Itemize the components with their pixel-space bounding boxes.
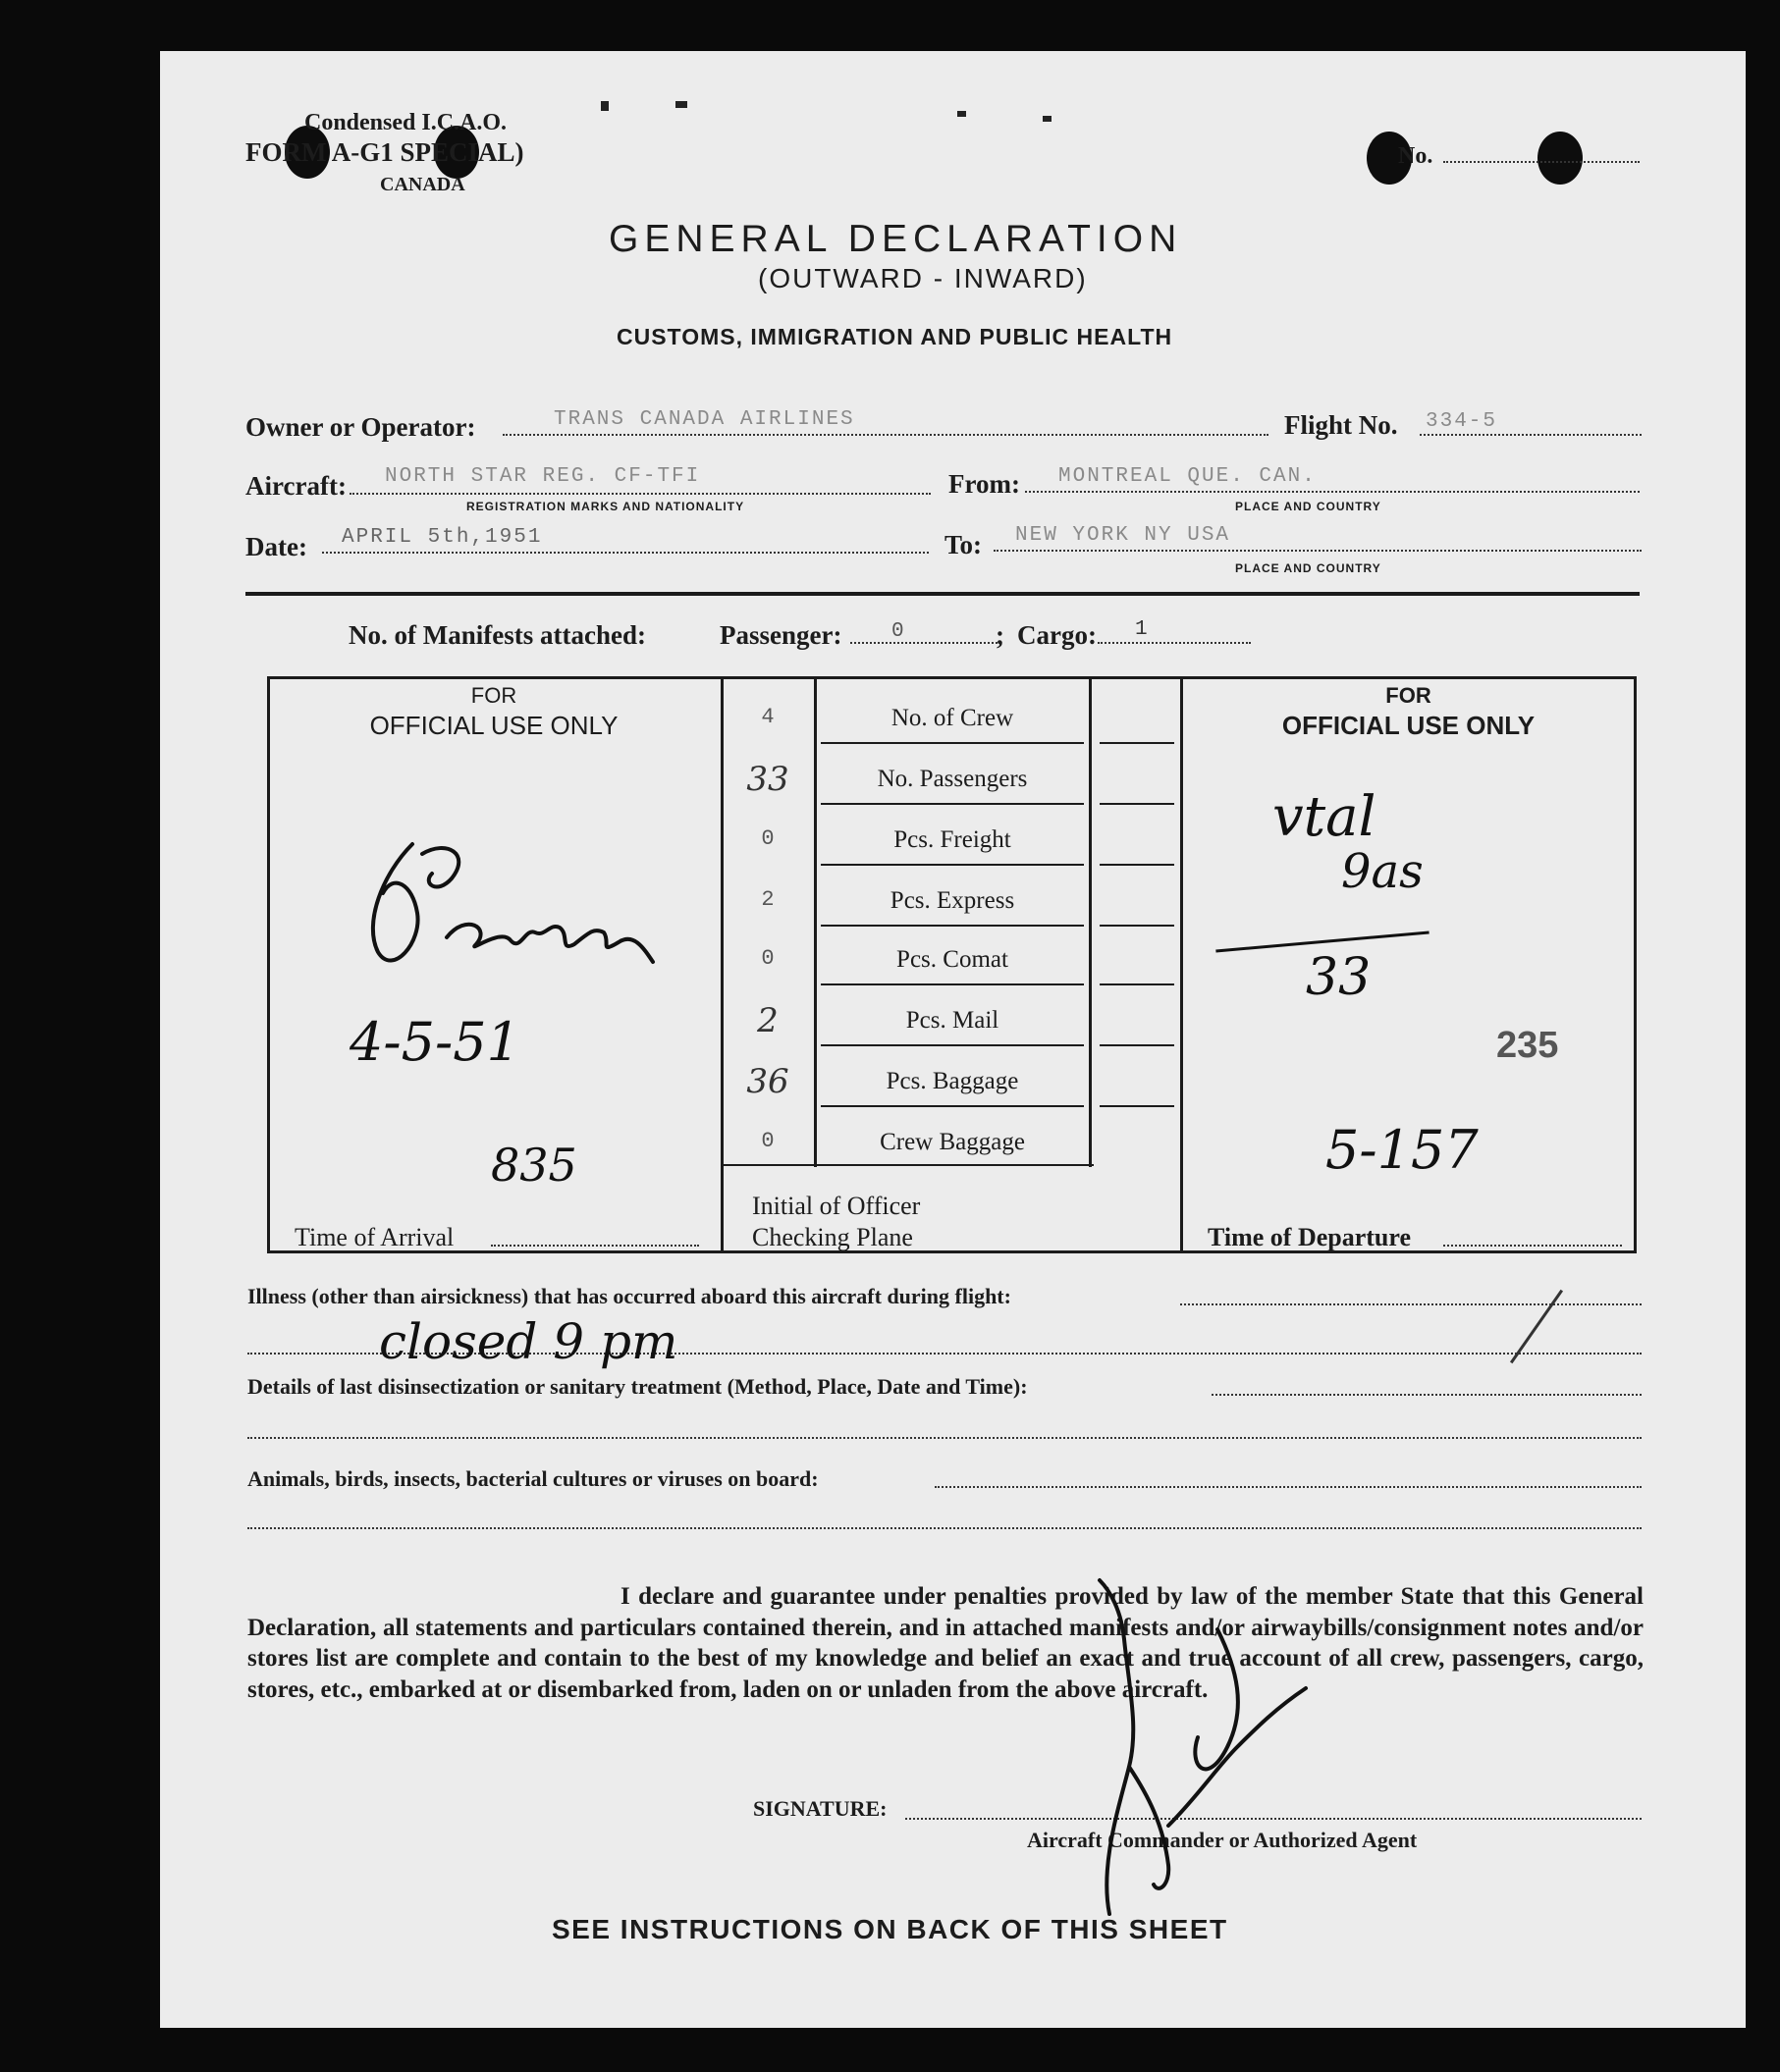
cargo-manifest-line	[1098, 642, 1251, 644]
signature-label: SIGNATURE:	[753, 1796, 888, 1821]
count-label: Pcs. Freight	[893, 826, 1011, 853]
aircraft-line	[350, 493, 931, 495]
speck	[675, 101, 687, 108]
initial-officer-line2: Checking Plane	[752, 1223, 913, 1251]
speck	[957, 111, 966, 117]
signature-caption: Aircraft Commander or Authorized Agent	[1027, 1828, 1418, 1852]
arrival-time-handwritten: 835	[491, 1139, 577, 1192]
left-official-heading: OFFICIAL USE ONLY	[369, 711, 619, 740]
count-value: 33	[746, 760, 789, 799]
right-stamp-number: 235	[1496, 1025, 1559, 1066]
time-of-arrival-line	[491, 1245, 699, 1247]
speck	[601, 101, 609, 111]
disinsection-label: Details of last disinsectization or sanitary treatment (Method, Place, Date and Time):	[247, 1374, 1028, 1399]
from-line	[1025, 491, 1640, 493]
initial-officer-line1: Initial of Officer	[752, 1192, 921, 1220]
count-value: 2	[757, 1001, 779, 1040]
count-value: 4	[761, 705, 775, 729]
right-for-heading: FOR	[1385, 683, 1431, 708]
count-row-rule	[821, 925, 1084, 927]
counts-bottom-line	[721, 1164, 1094, 1166]
form-number-line: FORM A-G1 SPECIAL)	[245, 137, 524, 167]
owner-label: Owner or Operator:	[245, 412, 476, 442]
to-line	[994, 550, 1642, 552]
official-date-handwritten: 4-5-51	[350, 1011, 520, 1073]
cargo-manifest-label: Cargo:	[1017, 620, 1097, 650]
footer-instructions: SEE INSTRUCTIONS ON BACK OF THIS SHEET	[552, 1914, 1228, 1944]
disinsection-line-2	[247, 1437, 1642, 1439]
form-no-line	[1443, 161, 1640, 163]
count-value: 0	[761, 946, 775, 971]
header-divider	[245, 592, 1640, 596]
flight-line	[1420, 434, 1642, 436]
flight-label: Flight No.	[1284, 410, 1398, 440]
form-country: CANADA	[380, 174, 465, 195]
count-row-rule	[821, 742, 1084, 744]
punch-hole-right-2	[1537, 132, 1583, 185]
count-row-rule	[821, 803, 1084, 805]
count-row-rule	[821, 983, 1084, 985]
right-note-2: 9as	[1341, 844, 1424, 899]
count-value: 2	[761, 887, 775, 912]
count-label: Pcs. Baggage	[886, 1068, 1019, 1094]
box-divider-3	[1089, 676, 1092, 1167]
box-divider-2	[814, 676, 817, 1167]
passenger-manifest-label: Passenger:	[720, 620, 842, 650]
time-of-departure-line	[1443, 1245, 1622, 1247]
count-check-rule	[1100, 983, 1174, 985]
count-check-rule	[1100, 1044, 1174, 1046]
left-for-heading: FOR	[470, 683, 517, 708]
declaration-paragraph: I declare and guarantee under penalties provided by law of the member State that this General Declaration, all statements and particulars contained therein, and in attached manifests and/or airwaybills/consignment notes and/or stores list are complete and contain to the best of my knowledge and belief an exact and true account of all crew, passengers, cargo, stores, etc., embarked at or disembarked from, laden on or unladen from the above aircraft.	[247, 1583, 1644, 1703]
count-row-rule	[821, 1044, 1084, 1046]
form-no-label: No.	[1398, 143, 1433, 169]
count-row-rule	[821, 1105, 1084, 1107]
right-bottom-note: 5-157	[1325, 1119, 1479, 1181]
count-label: Pcs. Comat	[896, 946, 1008, 973]
aircraft-label: Aircraft:	[245, 471, 347, 501]
speck	[1043, 116, 1052, 122]
to-caption: PLACE AND COUNTRY	[1235, 561, 1381, 575]
from-caption: PLACE AND COUNTRY	[1235, 500, 1381, 513]
count-label: Pcs. Mail	[905, 1007, 999, 1034]
manifests-label: No. of Manifests attached:	[349, 620, 646, 650]
right-official-heading: OFFICIAL USE ONLY	[1281, 711, 1536, 740]
count-value: 0	[761, 826, 775, 851]
page-subtitle: (OUTWARD - INWARD)	[758, 263, 1088, 293]
right-note-1: vtal	[1272, 785, 1376, 849]
time-of-arrival-label: Time of Arrival	[295, 1223, 455, 1251]
from-value: MONTREAL QUE. CAN.	[1058, 465, 1317, 488]
count-value: 36	[746, 1062, 789, 1101]
illness-handwritten: closed 9 pm	[379, 1313, 678, 1370]
count-label: No. Passengers	[877, 766, 1028, 792]
flight-value: 334-5	[1426, 410, 1498, 433]
illness-line-1	[1180, 1303, 1642, 1305]
right-note-3: 33	[1306, 948, 1372, 1007]
count-value: 0	[761, 1129, 775, 1153]
animals-line-2	[247, 1527, 1642, 1529]
aircraft-value: NORTH STAR REG. CF-TFI	[385, 465, 701, 488]
time-of-departure-label: Time of Departure	[1208, 1223, 1411, 1251]
page-title: GENERAL DECLARATION	[609, 218, 1183, 260]
official-initials-scrawl	[353, 834, 677, 982]
aircraft-caption: REGISTRATION MARKS AND NATIONALITY	[466, 500, 745, 513]
cargo-manifest-value: 1	[1135, 618, 1150, 641]
count-check-rule	[1100, 925, 1174, 927]
subheading: CUSTOMS, IMMIGRATION AND PUBLIC HEALTH	[617, 324, 1173, 349]
count-check-rule	[1100, 803, 1174, 805]
owner-line	[503, 434, 1268, 436]
count-label: Pcs. Express	[890, 887, 1015, 914]
illness-label: Illness (other than airsickness) that has occurred aboard this aircraft during flight:	[247, 1284, 1011, 1308]
count-label: No. of Crew	[890, 705, 1014, 731]
from-label: From:	[948, 469, 1020, 499]
form-condensed-line: Condensed I.C.A.O.	[304, 110, 508, 135]
to-label: To:	[944, 530, 983, 559]
count-label: Crew Baggage	[880, 1129, 1025, 1155]
count-check-rule	[1100, 1105, 1174, 1107]
count-check-rule	[1100, 742, 1174, 744]
disinsection-line-1	[1212, 1394, 1642, 1396]
manifest-separator: ;	[996, 620, 1004, 650]
passenger-manifest-line	[850, 642, 998, 644]
commander-signature	[1070, 1570, 1325, 1924]
animals-label: Animals, birds, insects, bacterial cultures or viruses on board:	[247, 1466, 819, 1491]
owner-value: TRANS CANADA AIRLINES	[554, 408, 855, 431]
count-check-rule	[1100, 864, 1174, 866]
count-row-rule	[821, 864, 1084, 866]
box-divider-4	[1180, 676, 1183, 1253]
date-label: Date:	[245, 532, 307, 561]
date-line	[322, 552, 929, 554]
passenger-manifest-value: 0	[891, 620, 906, 643]
animals-line-1	[935, 1486, 1642, 1488]
to-value: NEW YORK NY USA	[1015, 524, 1231, 547]
date-value: APRIL 5th,1951	[342, 526, 543, 549]
